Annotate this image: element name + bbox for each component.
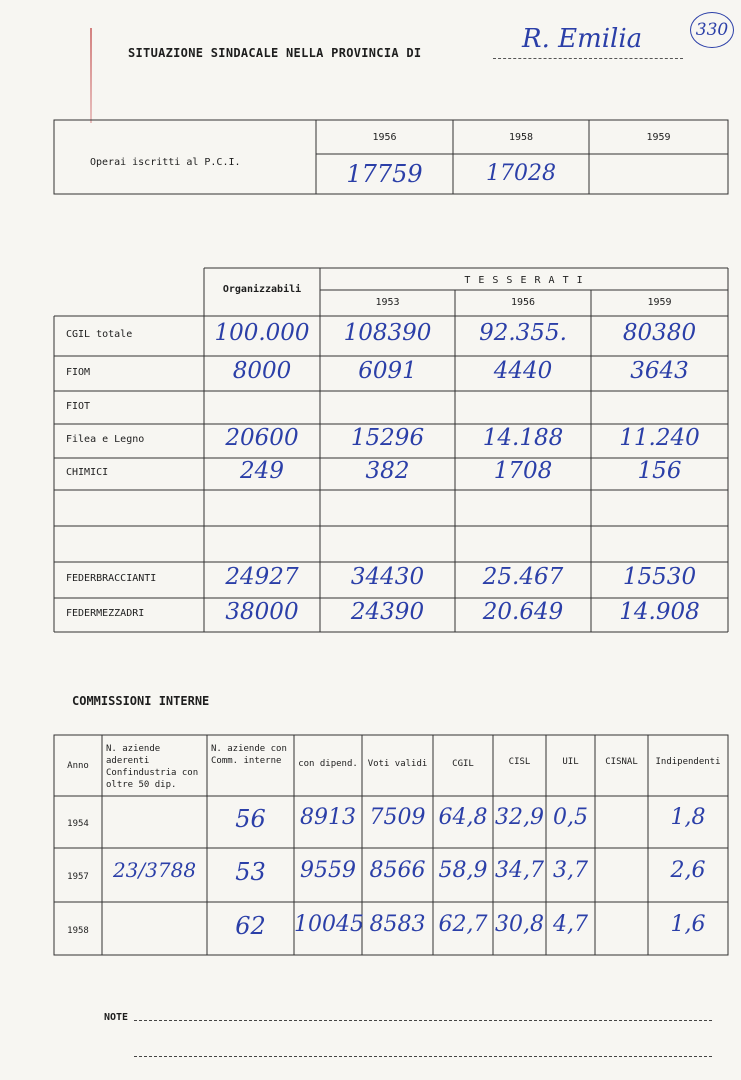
ci-cell-dipendenti: 10045 xyxy=(294,911,364,937)
ci-cell-cgil: 62,7 xyxy=(438,911,488,937)
province-name: R. Emilia xyxy=(522,24,643,54)
header-voti-validi: Voti validi xyxy=(367,759,428,769)
ci-cell-cisl: 34,7 xyxy=(495,858,544,883)
ci-cell-uil: 3,7 xyxy=(553,858,588,883)
pci-year-1959: 1959 xyxy=(646,132,671,143)
union-cell-v1956: 14.188 xyxy=(482,425,564,451)
union-row-label: FEDERMEZZADRI xyxy=(66,608,145,619)
note-label: NOTE xyxy=(104,1012,129,1023)
ci-cell-indip: 2,6 xyxy=(670,858,706,883)
header-dipendenti: con dipend. xyxy=(298,759,358,769)
pci-value-1958: 17028 xyxy=(486,161,556,186)
union-cell-v1956: 1708 xyxy=(493,458,553,484)
union-row-label: FEDERBRACCIANTI xyxy=(66,573,157,584)
header-aziende-aderenti: N. aziende aderenti Confindustria con oltre 50 dip. xyxy=(106,744,199,790)
ci-cell-cisl: 30,8 xyxy=(495,911,544,937)
archive-watermark xyxy=(18,998,188,1058)
union-cell-v1959: 3643 xyxy=(630,357,689,384)
union-cell-v1956: 92.355. xyxy=(479,320,567,346)
union-cell-v1956: 25.467 xyxy=(482,564,564,590)
union-cell-v1953: 108390 xyxy=(343,320,432,346)
union-cell-organizzabili: 20600 xyxy=(225,425,299,451)
union-cell-v1953: 15296 xyxy=(350,425,425,451)
header-indipendenti: Indipendenti xyxy=(655,757,721,767)
header-aziende-commissione: N. aziende con Comm. interne xyxy=(211,744,287,766)
union-row-label: FIOT xyxy=(66,400,91,412)
col-year-1959: 1959 xyxy=(647,297,672,308)
ci-cell-uil: 0,5 xyxy=(553,805,588,830)
union-row-label: Filea e Legno xyxy=(66,434,145,445)
ci-cell-indip: 1,6 xyxy=(670,911,706,937)
header-cgil: CGIL xyxy=(452,759,474,769)
union-cell-v1953: 24390 xyxy=(350,599,425,625)
ci-cell-commissione: 62 xyxy=(235,911,266,940)
union-cell-v1959: 11.240 xyxy=(619,425,700,451)
header-uil: UIL xyxy=(562,757,579,767)
pci-value-1956: 17759 xyxy=(346,160,423,188)
union-cell-v1953: 382 xyxy=(365,458,410,484)
ci-anno: 1954 xyxy=(67,819,89,829)
pci-year-1958: 1958 xyxy=(508,132,534,143)
ci-cell-uil: 4,7 xyxy=(553,911,588,937)
col-tesserati: T E S S E R A T I xyxy=(464,275,584,286)
ci-cell-voti: 8583 xyxy=(369,911,426,937)
note-line-1 xyxy=(134,1020,712,1021)
union-cell-v1953: 34430 xyxy=(350,564,425,590)
ci-cell-dipendenti: 8913 xyxy=(300,805,356,830)
union-cell-v1959: 80380 xyxy=(622,320,697,346)
ci-cell-commissione: 56 xyxy=(235,805,266,833)
ci-cell-indip: 1,8 xyxy=(670,805,706,830)
union-cell-v1959: 15530 xyxy=(622,564,697,590)
ci-anno: 1957 xyxy=(67,872,89,882)
union-cell-organizzabili: 8000 xyxy=(232,357,292,384)
document-title: SITUAZIONE SINDACALE NELLA PROVINCIA DI xyxy=(128,46,422,60)
header-cisnal: CISNAL xyxy=(605,757,638,767)
ci-cell-dipendenti: 9559 xyxy=(300,858,356,883)
ci-cell-voti: 7509 xyxy=(369,805,426,830)
union-cell-organizzabili: 38000 xyxy=(225,599,299,625)
union-cell-v1956: 4440 xyxy=(493,357,553,384)
header-anno: Anno xyxy=(67,761,89,771)
union-cell-v1956: 20.649 xyxy=(482,599,564,625)
union-cell-organizzabili: 24927 xyxy=(225,564,299,590)
col-year-1956: 1956 xyxy=(510,297,536,308)
union-cell-organizzabili: 249 xyxy=(240,458,284,484)
ci-cell-cgil: 64,8 xyxy=(438,805,488,830)
col-year-1953: 1953 xyxy=(375,297,400,308)
union-row-label: FIOM xyxy=(66,366,91,378)
union-cell-v1959: 14.908 xyxy=(619,599,700,625)
header-cisl: CISL xyxy=(508,757,531,767)
ci-anno: 1958 xyxy=(67,925,89,936)
union-cell-v1959: 156 xyxy=(637,458,682,484)
union-cell-v1953: 6091 xyxy=(358,357,417,384)
ci-cell-cisl: 32,9 xyxy=(495,805,544,830)
pci-row-label: Operai iscritti al P.C.I. xyxy=(90,157,241,168)
union-row-label: CHIMICI xyxy=(66,467,109,478)
commissioni-title: COMMISSIONI INTERNE xyxy=(72,694,210,708)
union-cell-organizzabili: 100.000 xyxy=(214,320,310,346)
col-organizzabili: Organizzabili xyxy=(222,284,302,295)
page-number-stamp: 330 xyxy=(690,12,734,48)
ci-cell-aderenti: 23/3788 xyxy=(112,858,197,882)
pci-year-1956: 1956 xyxy=(372,132,397,143)
note-line-2 xyxy=(134,1056,712,1057)
ci-cell-cgil: 58,9 xyxy=(438,858,488,883)
ci-cell-voti: 8566 xyxy=(369,858,426,883)
ci-cell-commissione: 53 xyxy=(235,858,266,886)
union-row-label: CGIL totale xyxy=(66,329,133,340)
